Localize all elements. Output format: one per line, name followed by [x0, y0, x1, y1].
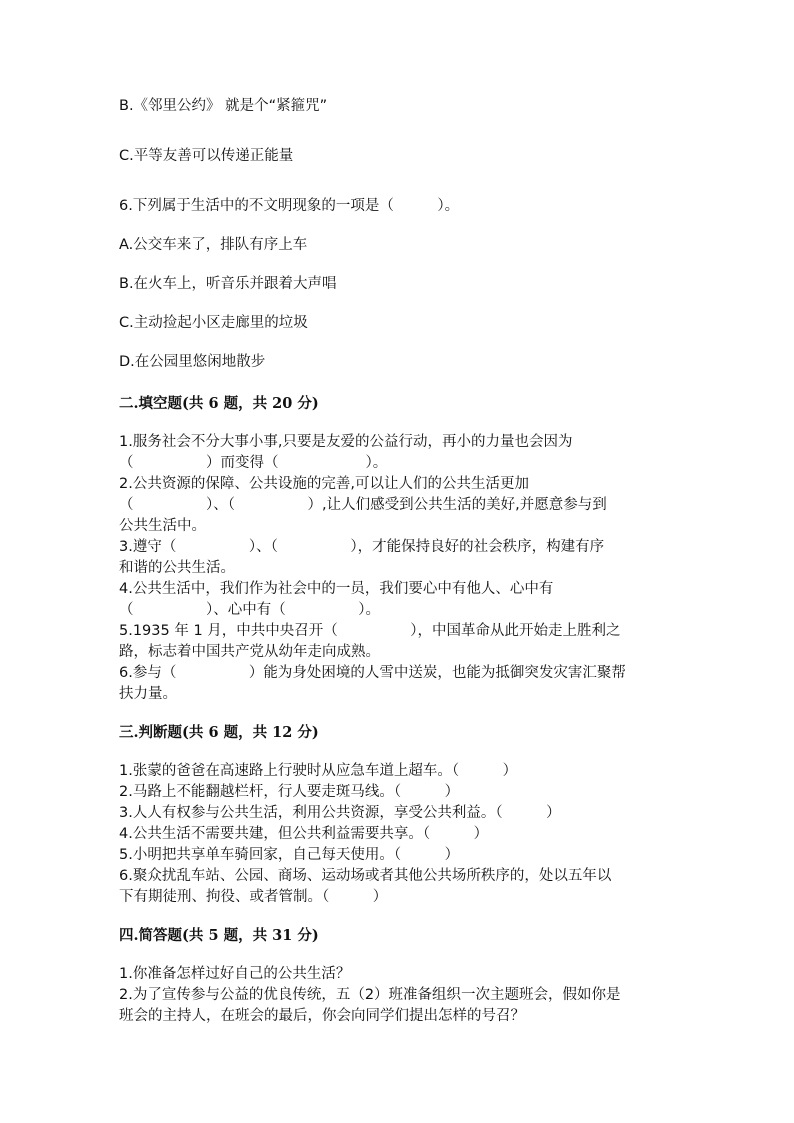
section3-line: 2.马路上不能翻越栏杆，行人要走斑马线。（ ）: [119, 784, 460, 800]
section2-line: 1.服务社会不分大事小事,只要是友爱的公益行动，再小的力量也会因为: [119, 434, 573, 450]
section2-line: 路，标志着中国共产党从幼年走向成熟。: [119, 644, 380, 660]
section2-line: 扶力量。: [119, 686, 177, 702]
section3-heading: 三.判断题(共 6 题，共 12 分): [119, 724, 319, 741]
section3-line: 4.公共生活不需要共建，但公共利益需要共享。（ ）: [119, 826, 489, 842]
q6-stem: 6.下列属于生活中的不文明现象的一项是（ ）。: [119, 198, 460, 214]
q6-option-a: A.公交车来了，排队有序上车: [119, 237, 308, 253]
section2-line: 4.公共生活中，我们作为社会中的一员，我们要心中有他人、心中有: [119, 581, 554, 597]
q5-option-c: C.平等友善可以传递正能量: [119, 148, 294, 164]
section2-line: 公共生活中。: [119, 518, 206, 534]
section3-line: 3.人人有权参与公共生活，利用公共资源，享受公共利益。（ ）: [119, 805, 561, 821]
q6-option-d: D.在公园里悠闲地散步: [119, 354, 266, 370]
section3-line: 1.张蒙的爸爸在高速路上行驶时从应急车道上超车。（ ）: [119, 763, 518, 779]
section2-line: 2.公共资源的保障、公共设施的完善,可以让人们的公共生活更加: [119, 476, 529, 492]
section3-line: 下有期徒刑、拘役、或者管制。（ ）: [119, 889, 388, 905]
section2-heading: 二.填空题(共 6 题，共 20 分): [119, 395, 319, 412]
section2-line: （ ）、（ ）,让人们感受到公共生活的美好,并愿意参与到: [119, 497, 607, 513]
section2-line: 6.参与（ ）能为身处困境的人雪中送炭，也能为抵御突发灾害汇聚帮: [119, 665, 626, 681]
section3-line: 6.聚众扰乱车站、公园、商场、运动场或者其他公共场所秩序的，处以五年以: [119, 868, 612, 884]
q5-option-b: B.《邻里公约》 就是个“紧箍咒”: [119, 98, 328, 114]
section2-line: 和谐的公共生活。: [119, 560, 235, 576]
section4-line: 1.你准备怎样过好自己的公共生活？: [119, 966, 351, 982]
section3-line: 5.小明把共享单车骑回家，自己每天使用。（ ）: [119, 847, 460, 863]
section4-line: 班会的主持人，在班会的最后，你会向同学们提出怎样的号召？: [119, 1008, 525, 1024]
section2-line: （ ）、心中有（ ）。: [119, 602, 380, 618]
section2-line: （ ）而变得（ ）。: [119, 455, 388, 471]
q6-option-c: C.主动捡起小区走廊里的垃圾: [119, 315, 308, 331]
section4-line: 2.为了宣传参与公益的优良传统，五（2）班准备组织一次主题班会，假如你是: [119, 987, 621, 1003]
q6-option-b: B.在火车上，听音乐并跟着大声唱: [119, 276, 337, 292]
section4-heading: 四.简答题(共 5 题，共 31 分): [119, 927, 319, 944]
section2-line: 5.1935 年 1 月，中共中央召开（ ），中国革命从此开始走上胜利之: [119, 623, 621, 639]
section2-line: 3.遵守（ ）、（ ），才能保持良好的社会秩序，构建有序: [119, 539, 605, 555]
